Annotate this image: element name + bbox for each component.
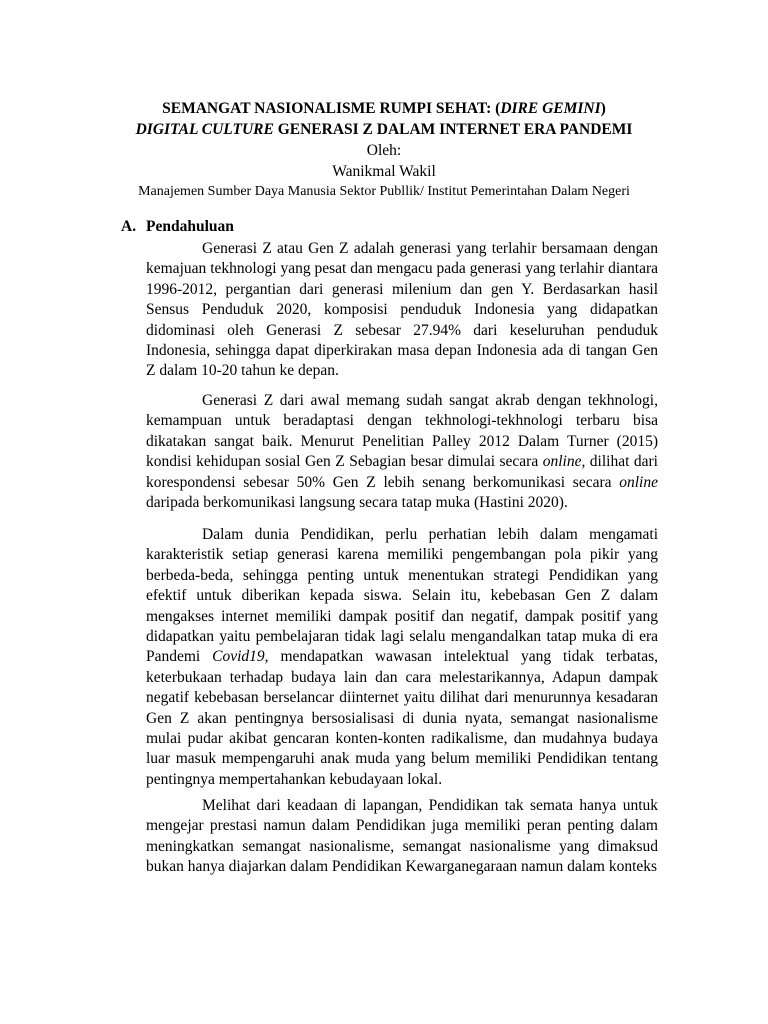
title-line-1-end: )	[600, 100, 606, 117]
paragraph-2-part-c: daripada berkomunikasi langsung secara tatap muka (Hastini 2020).	[146, 494, 568, 512]
paragraph-1: Generasi Z atau Gen Z adalah generasi yang terlahir bersamaan dengan kemajuan tekhnologi yang pesat dan mengacu pada generasi yang terlahir diantara 1996-2012, pergantian dari generasi milenium dan gen Y. Berdasarkan hasil Sensus Penduduk 2020, komposisi penduduk Indonesia yang didapatkan didominasi oleh Generasi Z sebesar 27.94% dari keseluruhan penduduk Indonesia, sehingga dapat diperkirakan masa depan Indonesia ada di tangan Gen Z dalam 10-20 tahun ke depan.	[146, 240, 658, 380]
section-title: Pendahuluan	[146, 218, 234, 235]
paragraph-3-covid: Covid19	[212, 648, 265, 666]
paragraph-4: Melihat dari keadaan di lapangan, Pendidikan tak semata hanya untuk mengejar prestasi namun dalam Pendidikan juga memiliki peran penting dalam meningkatkan semangat nasionalisme, semangat nasionalisme yang dimaksud bukan hanya diajarkan dalam Pendidikan Kewarganegaraan namun dalam konteks	[146, 797, 658, 876]
author-name: Wanikmal Wakil	[332, 163, 436, 180]
title-line-1	[0, 100, 768, 118]
author-affiliation: Manajemen Sumber Daya Manusia Sektor Publlik/ Institut Pemerintahan Dalam Negeri	[138, 184, 630, 199]
paragraph-2	[146, 391, 658, 513]
title-line-2-text: GENERASI Z DALAM INTERNET ERA PANDEMI	[273, 121, 633, 138]
paragraph-2-online-1: online,	[542, 453, 586, 471]
paragraph-2-part-a: Generasi Z dari awal memang sudah sangat akrab dengan tekhnologi, kemampuan untuk beradaptasi dengan tekhnologi-tekhnologi terbaru bisa dikatakan sangat baik. Menurut Penelitian Palley 2012 Dalam Turner (2015) kondisi kehidupan sosial Gen Z Sebagian besar dimulai secara	[146, 392, 658, 471]
section-heading	[121, 218, 234, 236]
section-number: A.	[121, 218, 137, 235]
paragraph-2-part-b: dilihat dari korespondensi sebesar 50% Gen Z lebih senang berkomunikasi secara	[146, 453, 658, 491]
title-line-1-italic: DIRE GEMINI	[500, 100, 601, 117]
paragraph-3-part-a: Dalam dunia Pendidikan, perlu perhatian lebih dalam mengamati karakteristik setiap generasi karena memiliki pengembangan pola pikir yang berbeda-beda, sehingga penting untuk menentukan strategi Pendidikan yang efektif untuk diberikan kepada siswa. Selain itu, kebebasan Gen Z dalam mengakses internet memiliki dampak positif dan negatif, dampak positif yang didapatkan yaitu pembelajaran tidak lagi selalu mengandalkan tatap muka di era Pandemi	[146, 526, 658, 666]
title-line-2-italic: DIGITAL CULTURE	[135, 121, 274, 138]
paragraph-3	[146, 525, 658, 790]
title-line-1-text: SEMANGAT NASIONALISME RUMPI SEHAT: (	[162, 100, 501, 117]
paragraph-3-part-b: , mendapatkan wawasan intelektual yang tidak terbatas, keterbukaan terhadap budaya lain dan cara melestarikannya, Adapun dampak negatif kebebasan berselancar diinternet yaitu dilihat dari menurunnya kesadaran Gen Z akan pentingnya bersosialisasi di dunia nyata, semangat nasionalisme mulai pudar akibat gencaran konten-konten radikalisme, dan mudahnya budaya luar masuk mempengaruhi anak muda yang belum memiliki Pendidikan tentang pentingnya mempertahankan kebudayaan lokal.	[146, 648, 658, 788]
paragraph-2-online-2: online	[619, 473, 658, 491]
title-line-2	[0, 121, 768, 139]
byline-by: Oleh:	[366, 142, 402, 159]
